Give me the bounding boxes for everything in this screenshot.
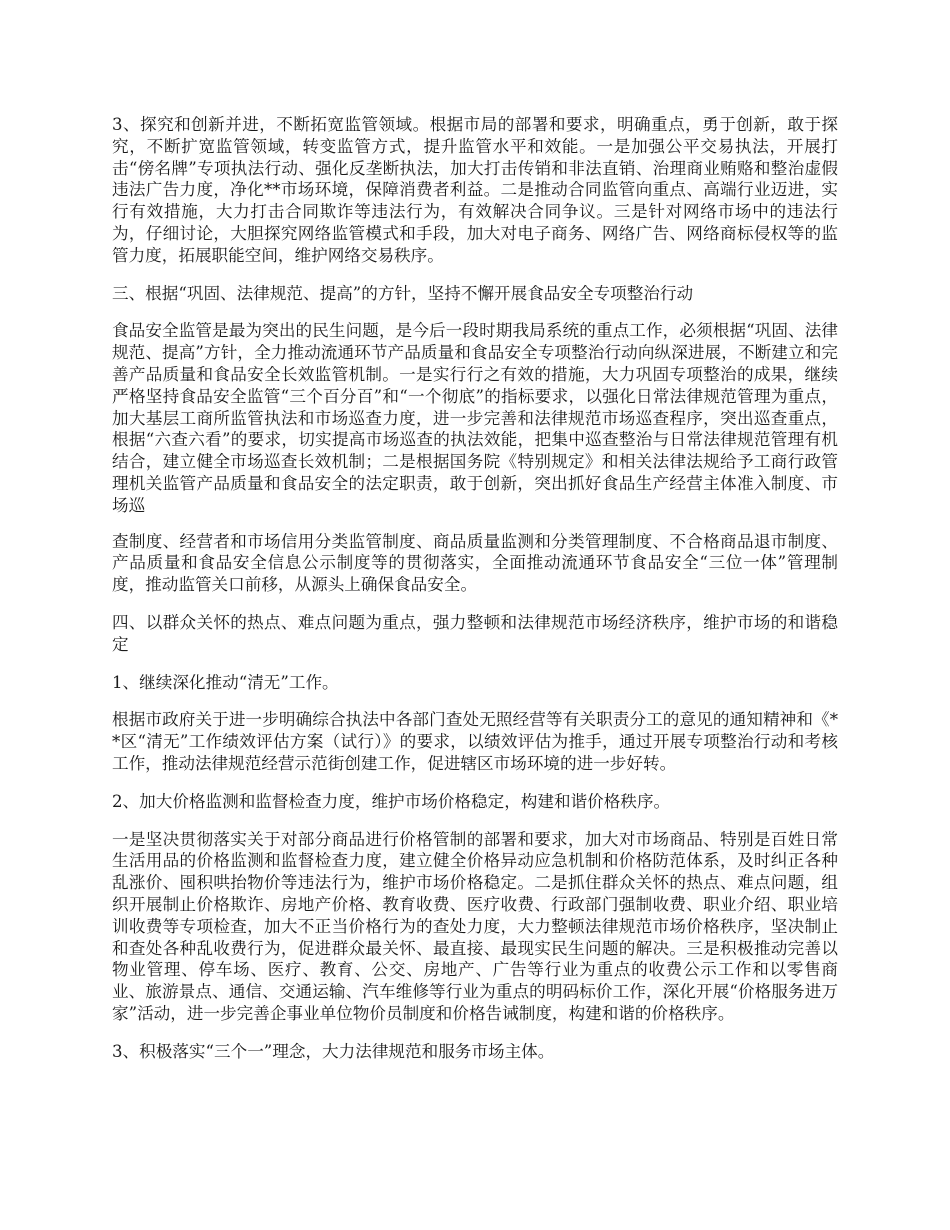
paragraph-food-safety-part1: 食品安全监管是最为突出的民生问题，是今后一段时期我局系统的重点工作，必须根据“巩固、法律规范、提高”方针，全力推动流通环节产品质量和食品安全专项整治行动向纵深进展，不断建立和完善产品质量和食品安全长效监管机制。一是实行行之有效的措施，大力巩固专项整治的成果，继续严格坚持食品安全监管“三个百分百”和“一个彻底”的指标要求，以强化日常法律规范管理为重点，加大基层工商所监管执法和市场巡查力度，进一步完善和法律规范市场巡查程序，突出巡查重点，根据“六查六看”的要求，切实提高市场巡查的执法效能，把集中巡查整治与日常法律规范管理有机结合，建立健全市场巡查长效机制；二是根据国务院《特别规定》和相关法律法规给予工商行政管理机关监管产品质量和食品安全的法定职责，敢于创新，突出抓好食品生产经营主体准入制度、市场巡 — [112, 321, 838, 515]
paragraph-supervision-innovation: 3、探究和创新并进，不断拓宽监管领域。根据市局的部署和要求，明确重点，勇于创新，敢于探究，不断扩宽监管领域，转变监管方式，提升监管水平和效能。一是加强公平交易执法，开展打击“傍名牌”专项执法行动、强化反垄断执法，加大打击传销和非法直销、治理商业贿赂和整治虚假违法广告力度，净化**市场环境，保障消费者利益。二是推动合同监管向重点、高端行业迈进，实行有效措施，大力打击合同欺诈等违法行为，有效解决合同争议。三是针对网络市场中的违法行为，仔细讨论，大胆探究网络监管模式和手段，加大对电子商务、网络广告、网络商标侵权等的监管力度，拓展职能空间，维护网络交易秩序。 — [112, 115, 838, 265]
heading-food-safety: 三、根据“巩固、法律规范、提高”的方针，坚持不懈开展食品安全专项整治行动 — [112, 283, 694, 303]
paragraph-price-monitoring: 一是坚决贯彻落实关于对部分商品进行价格管制的部署和要求，加大对市场商品、特别是百姓日常生活用品的价格监测和监督检查力度，建立健全价格异动应急机制和价格防范体系，及时纠正各种乱涨价、囤积哄抬物价等违法行为，维护市场价格稳定。二是抓住群众关怀的热点、难点问题，组织开展制止价格欺诈、房地产价格、教育收费、医疗收费、行政部门强制收费、职业介绍、职业培训收费等专项检查，加大不正当价格行为的查处力度，大力整顿法律规范市场价格秩序，坚决制止和查处各种乱收费行为，促进群众最关怀、最直接、最现实民生问题的解决。三是积极推动完善以物业管理、停车场、医疗、教育、公交、房地产、广告等行业为重点的收费公示工作和以零售商业、旅游景点、通信、交通运输、汽车维修等行业为重点的明码标价工作，深化开展“价格服务进万家”活动，进一步完善企事业单位物价员制度和价格告诫制度，构建和谐的价格秩序。 — [112, 829, 838, 1023]
subheading-three-ones: 3、积极落实“三个一”理念，大力法律规范和服务市场主体。 — [112, 1041, 555, 1061]
paragraph-food-safety-part2: 查制度、经营者和市场信用分类监管制度、商品质量监测和分类管理制度、不合格商品退市制度、产品质量和食品安全信息公示制度等的贯彻落实，全面推动流通环节食品安全“三位一体”管理制度，推动监管关口前移，从源头上确保食品安全。 — [112, 531, 838, 595]
subheading-price-monitoring: 2、加大价格监测和监督检查力度，维护市场价格稳定，构建和谐价格秩序。 — [112, 791, 671, 811]
heading-market-order: 四、以群众关怀的热点、难点问题为重点，强力整顿和法律规范市场经济秩序，维护市场的和谐稳定 — [112, 612, 838, 654]
subheading-qingwu: 1、继续深化推动“清无”工作。 — [112, 672, 339, 692]
paragraph-qingwu: 根据市政府关于进一步明确综合执法中各部门查处无照经营等有关职责分工的意见的通知精神和《**区“清无”工作绩效评估方案（试行）》的要求，以绩效评估为推手，通过开展专项整治行动和考核工作，推动法律规范经营示范街创建工作，促进辖区市场环境的进一步好转。 — [112, 710, 838, 773]
